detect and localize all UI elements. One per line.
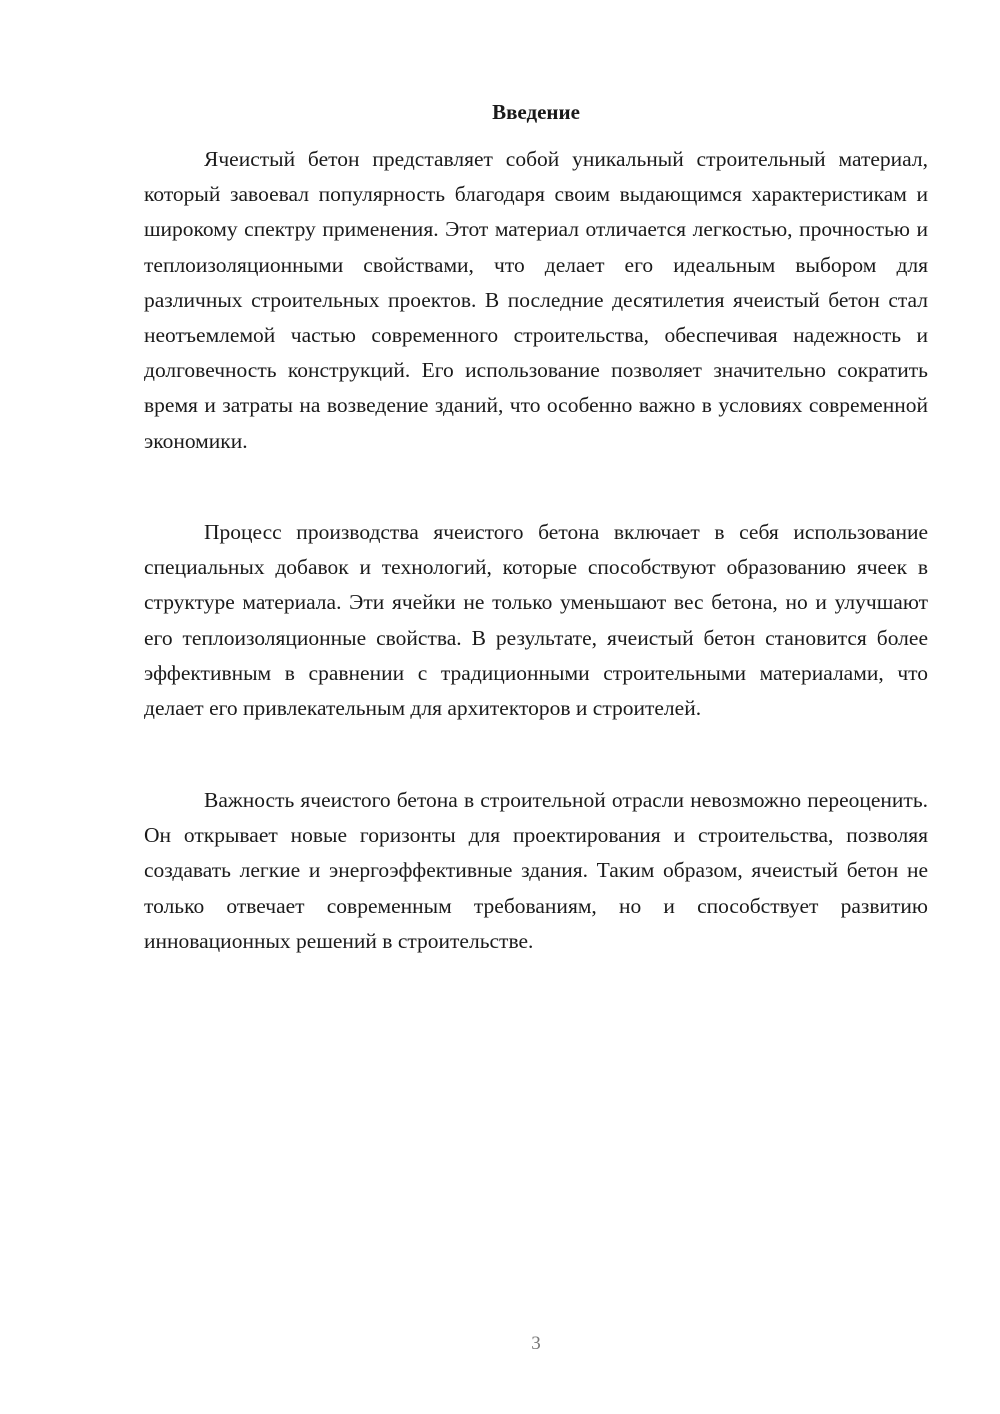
paragraph-block-1 bbox=[144, 142, 928, 459]
paragraph-block-3 bbox=[144, 783, 928, 959]
section-title: Введение bbox=[492, 100, 580, 124]
paragraph: Важность ячеистого бетона в строительной отрасли невозможно переоценить. Он открывает новые горизонты для проектирования и строительства, позволяя создавать легкие и энергоэффективные здания. Таким образом, ячеистый бетон не только отвечает современным требованиям, но и способствует развитию инновационных решений в строительстве. bbox=[144, 788, 928, 953]
paragraph: Процесс производства ячеистого бетона включает в себя использование специальных добавок и технологий, которые способствуют образованию ячеек в структуре материала. Эти ячейки не только уменьшают вес бетона, но и улучшают его теплоизоляционные свойства. В результате, ячеистый бетон становится более эффективным в сравнении с традиционными строительными материалами, что делает его привлекательным для архитекторов и строителей. bbox=[144, 520, 928, 721]
paragraph: Ячеистый бетон представляет собой уникальный строительный материал, который завоевал популярность благодаря своим выдающимся характеристикам и широкому спектру применения. Этот материал отличается легкостью, прочностью и теплоизоляционными свойствами, что делает его идеальным выбором для различных строительных проектов. В последние десятилетия ячеистый бетон стал неотъемлемой частью современного строительства, обеспечивая надежность и долговечность конструкций. Его использование позволяет значительно сократить время и затраты на возведение зданий, что особенно важно в условиях современной экономики. bbox=[144, 147, 928, 453]
page-number: 3 bbox=[531, 1333, 541, 1354]
paragraph-block-2 bbox=[144, 515, 928, 726]
